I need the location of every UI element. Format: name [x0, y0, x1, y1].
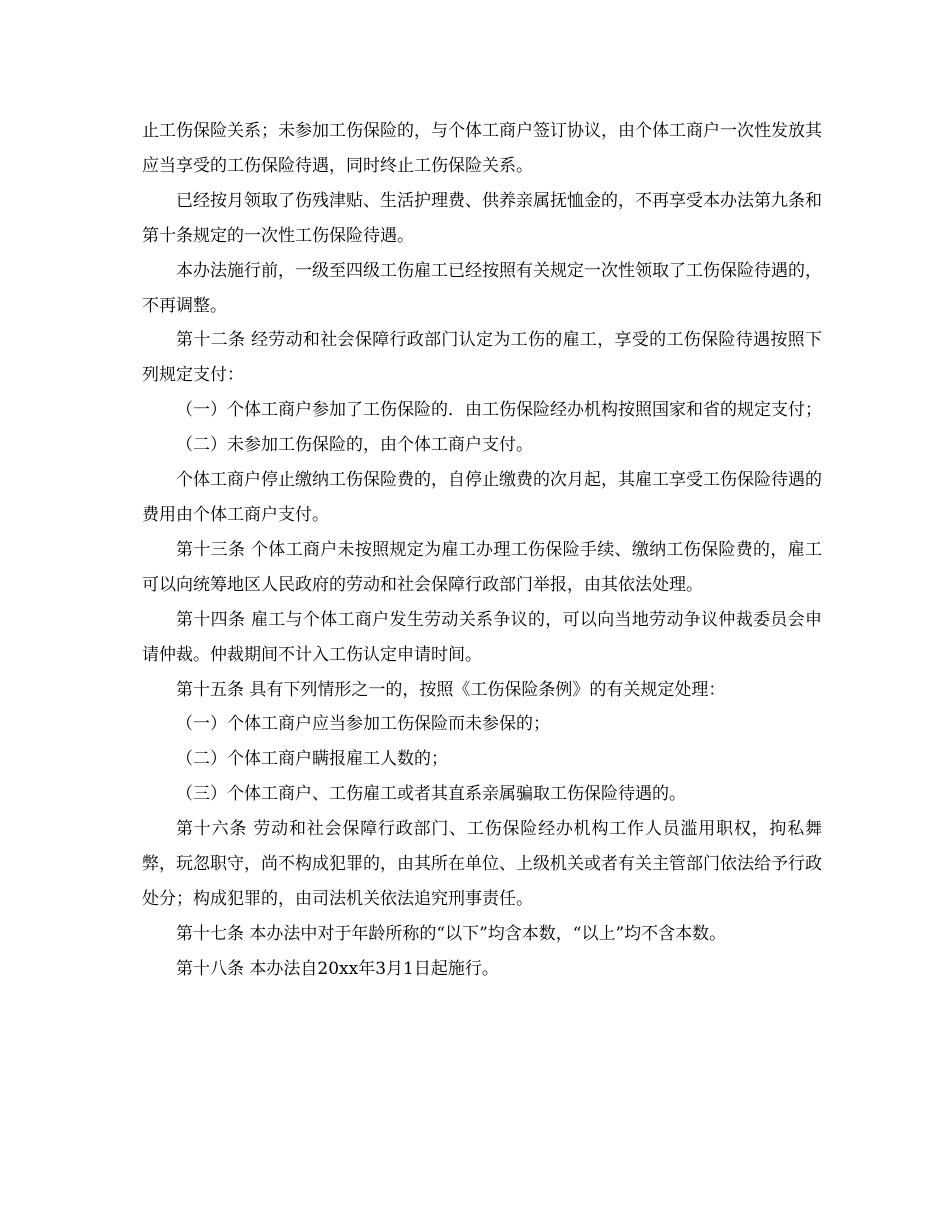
- document-body: [142, 114, 822, 987]
- paragraph-2: 已经按月领取了伤残津贴、生活护理费、供养亲属抚恤金的，不再享受本办法第九条和第十条规定的一次性工伤保险待遇。: [142, 190, 822, 246]
- article-15-item-3: （三）个体工商户、工伤雇工或者其直系亲属骗取工伤保险待遇的。: [176, 784, 686, 805]
- article-13: 第十三条 个体工商户未按照规定为雇工办理工伤保险手续、缴纳工伤保险费的，雇工可以向统筹地区人民政府的劳动和社会保障行政部门举报，由其依法处理。: [142, 539, 822, 595]
- article-12-item-2: （二）未参加工伤保险的，由个体工商户支付。: [176, 435, 533, 456]
- article-15-item-1: （一）个体工商户应当参加工伤保险而未参保的；: [176, 714, 550, 735]
- article-15: 第十五条 具有下列情形之一的，按照《工伤保险条例》的有关规定处理：: [176, 679, 726, 700]
- article-12-item-1: （一）个体工商户参加了工伤保险的．由工伤保险经办机构按照国家和省的规定支付；: [176, 400, 822, 421]
- article-15-item-2: （二）个体工商户瞒报雇工人数的；: [176, 749, 448, 770]
- article-14: 第十四条 雇工与个体工商户发生劳动关系争议的，可以向当地劳动争议仲裁委员会申请仲裁。仲裁期间不计入工伤认定申请时间。: [142, 609, 822, 665]
- paragraph-1: 止工伤保险关系；未参加工伤保险的，与个体工商户签订协议，由个体工商户一次性发放其应当享受的工伤保险待遇，同时终止工伤保险关系。: [142, 121, 822, 176]
- article-18: 第十八条 本办法自20xx年3月1日起施行。: [176, 958, 499, 979]
- paragraph-3: 本办法施行前，一级至四级工伤雇工已经按照有关规定一次性领取了工伤保险待遇的，不再调整。: [142, 260, 822, 316]
- article-12: 第十二条 经劳动和社会保障行政部门认定为工伤的雇工，享受的工伤保险待遇按照下列规定支付：: [142, 330, 822, 386]
- article-16: 第十六条 劳动和社会保障行政部门、工伤保险经办机构工作人员滥用职权，拘私舞弊，玩忽职守，尚不构成犯罪的，由其所在单位、上级机关或者有关主管部门依法给予行政处分；构成犯罪的，由司法机关依法追究刑事责任。: [142, 819, 822, 909]
- article-17: 第十七条 本办法中对于年龄所称的“以下”均含本数，“以上”均不含本数。: [176, 923, 727, 944]
- paragraph-stop-payment: 个体工商户停止缴纳工伤保险费的，自停止缴费的次月起，其雇工享受工伤保险待遇的费用由个体工商户支付。: [142, 470, 822, 525]
